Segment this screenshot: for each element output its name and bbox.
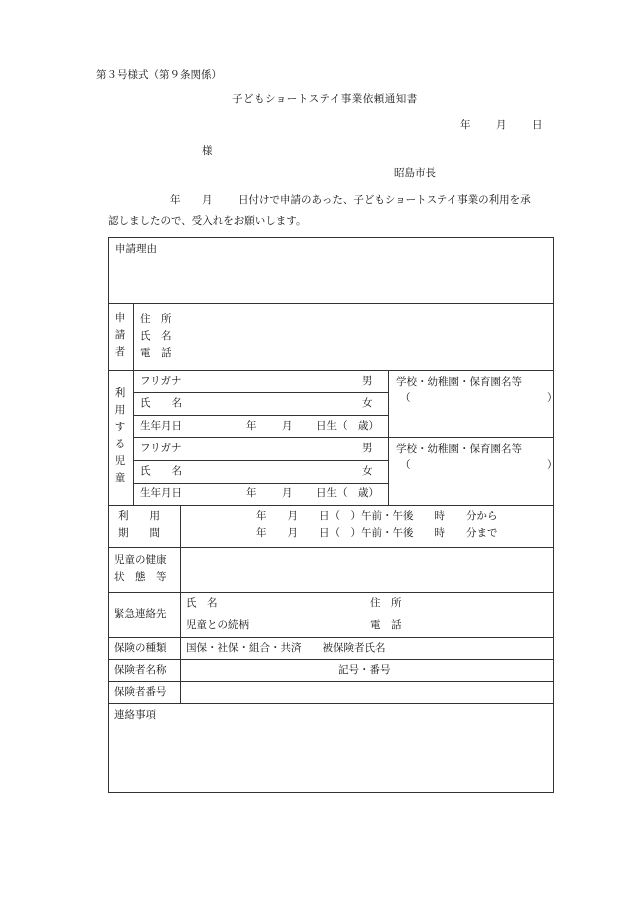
child2-male: 男: [362, 442, 373, 454]
date-month: 月: [496, 119, 507, 131]
insurance-type-value: 国保・社保・組合・共済 被保険者氏名: [186, 642, 386, 654]
child1-school-paren: （ ）: [400, 392, 558, 404]
date-year: 年: [460, 119, 471, 131]
child2-school-label: 学校・幼稚園・保育園名等: [396, 443, 522, 455]
child2-female: 女: [362, 465, 373, 477]
child2-furigana-label: フリガナ: [140, 442, 182, 454]
applicant-address-label: 住 所: [140, 313, 172, 325]
child2-birth-label: 生年月日: [140, 487, 182, 499]
period-label-1: 利 用: [118, 510, 160, 522]
child2-name-label: 氏 名: [140, 465, 182, 477]
reason-label: 申請理由: [115, 243, 157, 255]
insurer-number-label: 保険者番号: [114, 686, 167, 698]
notes-label: 連絡事項: [114, 709, 156, 721]
child1-birth-month: 月: [282, 420, 293, 432]
emergency-address-label: 住 所: [370, 597, 402, 609]
applicant-name-label: 氏 名: [140, 330, 172, 342]
applicant-phone-label: 電 話: [140, 347, 172, 359]
body-line-1: 日付けで申請のあった、子どもショートステイ事業の利用を承: [238, 194, 531, 206]
date-day: 日: [532, 119, 543, 131]
emergency-label: 緊急連絡先: [114, 608, 167, 620]
child2-school-paren: （ ）: [400, 459, 558, 471]
child1-birth-year: 年: [246, 420, 257, 432]
child2-birth-day-age: 日生（ 歳）: [316, 487, 379, 499]
child1-school-label: 学校・幼稚園・保育園名等: [396, 376, 522, 388]
child-label: 利 用 す る 児 童: [114, 387, 126, 484]
period-label-2: 期 間: [118, 527, 160, 539]
period-to: 年 月 日（ ）午前・午後 時 分まで: [256, 527, 498, 539]
insurance-type-label: 保険の種類: [114, 642, 167, 654]
body-month: 月: [202, 194, 213, 206]
applicant-label: 申 請 者: [114, 312, 126, 358]
child2-birth-month: 月: [282, 487, 293, 499]
emergency-phone-label: 電 話: [370, 619, 402, 631]
issuer: 昭島市長: [394, 167, 436, 179]
health-label-2: 状 態 等: [114, 571, 167, 583]
period-from: 年 月 日（ ）午前・午後 時 分から: [256, 510, 498, 522]
child1-birth-day-age: 日生（ 歳）: [316, 420, 379, 432]
emergency-relation-label: 児童との続柄: [186, 619, 249, 631]
child1-female: 女: [362, 397, 373, 409]
health-label-1: 児童の健康: [114, 554, 167, 566]
child1-birth-label: 生年月日: [140, 420, 182, 432]
body-line-2: 認しましたので、受入れをお願いします。: [108, 215, 307, 227]
child2-birth-year: 年: [246, 487, 257, 499]
form-number: 第３号様式（第９条関係）: [96, 69, 222, 81]
addressee-suffix: 様: [202, 145, 213, 157]
insurer-code-label: 記号・番号: [338, 664, 391, 676]
emergency-name-label: 氏 名: [186, 597, 218, 609]
body-year: 年: [170, 194, 181, 206]
insurer-name-label: 保険者名称: [114, 664, 167, 676]
document-title: 子どもショートステイ事業依頼通知書: [232, 93, 418, 105]
child1-name-label: 氏 名: [140, 397, 182, 409]
child1-male: 男: [362, 375, 373, 387]
child1-furigana-label: フリガナ: [140, 375, 182, 387]
